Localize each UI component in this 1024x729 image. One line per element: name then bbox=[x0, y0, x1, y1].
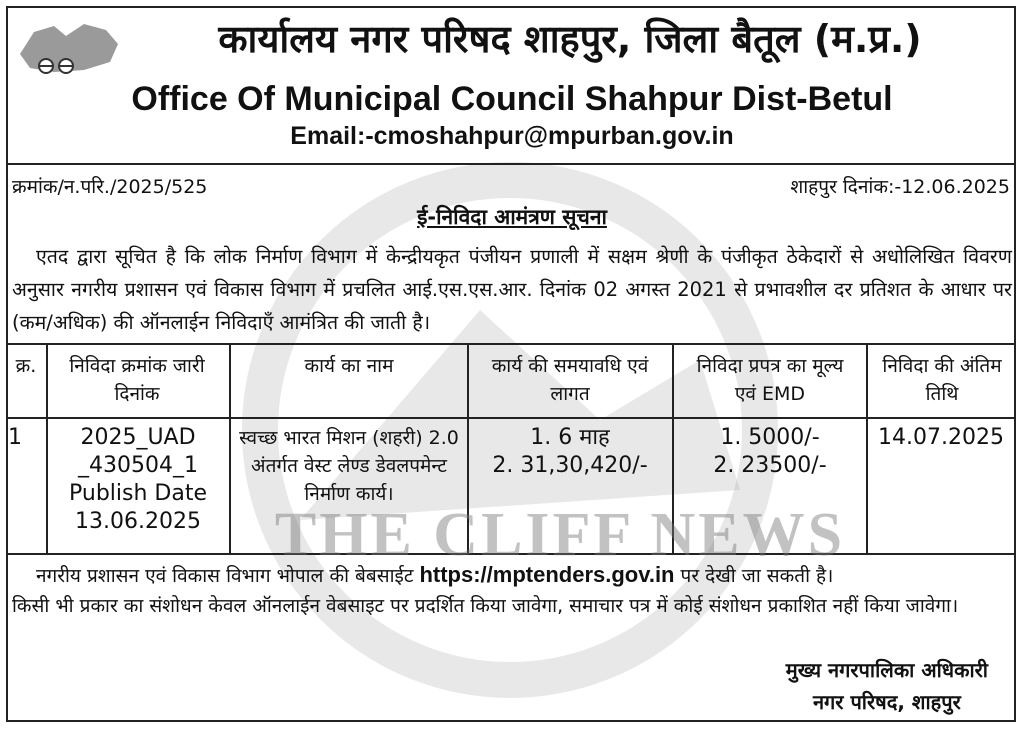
cell-duration-cost bbox=[470, 424, 670, 480]
duration-value: 1. 6 माह bbox=[530, 425, 610, 450]
footer-text-before: नगरीय प्रशासन एवं विकास विभाग भोपाल की बेबसाईट bbox=[36, 565, 414, 587]
signatory-designation: मुख्य नगरपालिका अधिकारी bbox=[785, 658, 988, 682]
footer-text-after: पर देखी जा सकती है। bbox=[680, 565, 834, 587]
office-title-english: Office Of Municipal Council Shahpur Dist-Betul bbox=[131, 80, 893, 118]
header-duration-cost: कार्य की समयावधि एवं लागत bbox=[491, 355, 649, 405]
cell-fee-emd bbox=[675, 424, 865, 480]
header-fee-emd: निविदा प्रपत्र का मूल्य एवं EMD bbox=[696, 355, 844, 405]
cell-sno: 1 bbox=[8, 425, 22, 450]
reference-number: क्रमांक/न.परि./2025/525 bbox=[12, 176, 208, 198]
signatory-office: नगर परिषद, शाहपुर bbox=[812, 690, 961, 714]
notice-body: एतद द्वारा सूचित है कि लोक निर्माण विभाग में केन्द्रीयकृत पंजीयन प्रणाली में सक्षम श्रेणी के पंजीकृत ठेकेदारों से अधोलिखित विवरण अनुसार नगरीय प्रशासन एवं विकास विभाग में प्रचलित आई.एस.एस.आर. दिनांक 02 अगस्त 2021 से प्रभावशील दर प्रतिशत के आधार पर (कम/अधिक) की ऑनलाईन निविदाएँ आमंत्रित की जाती है। bbox=[12, 245, 1012, 334]
header-divider bbox=[6, 163, 1016, 165]
cell-last-date: 14.07.2025 bbox=[878, 425, 1004, 450]
publish-label: Publish Date bbox=[69, 481, 207, 506]
tender-no-line1: 2025_UAD bbox=[80, 425, 196, 450]
table-header-border bbox=[6, 417, 1016, 419]
watermark-text: THE CLIFF NEWS bbox=[274, 501, 846, 569]
tender-website-link[interactable]: https://mptenders.gov.in bbox=[419, 562, 675, 587]
office-email: Email:-cmoshahpur@mpurban.gov.in bbox=[290, 122, 734, 150]
notice-title: ई-निविदा आमंत्रण सूचना bbox=[417, 205, 607, 229]
office-title-hindi: कार्यालय नगर परिषद शाहपुर, जिला बैतूल (म.प्र.) bbox=[218, 17, 922, 61]
header-sno: क्र. bbox=[15, 355, 37, 377]
tender-no-line2: _430504_1 bbox=[78, 453, 198, 478]
header-last-date: निविदा की अंतिम तिथि bbox=[882, 355, 1002, 405]
header-work-name: कार्य का नाम bbox=[304, 355, 394, 377]
cost-value: 2. 31,30,420/- bbox=[492, 453, 648, 478]
cell-work-name: स्वच्छ भारत मिशन (शहरी) 2.0 अंतर्गत वेस्ट लेण्ड डेवलपमेन्ट निर्माण कार्य। bbox=[239, 427, 459, 505]
fee-value: 1. 5000/- bbox=[720, 425, 820, 450]
footer-line2: किसी भी प्रकार का संशोधन केवल ऑनलाईन वेबसाइट पर प्रदर्शित किया जावेगा, समाचार पत्र में कोई संशोधन प्रकाशित नहीं किया जावेगा। bbox=[12, 595, 959, 617]
mp-state-logo-icon bbox=[14, 14, 126, 84]
notice-date: शाहपुर दिनांक:-12.06.2025 bbox=[790, 176, 1010, 198]
signature-block bbox=[786, 654, 988, 718]
emd-value: 2. 23500/- bbox=[713, 453, 827, 478]
table-top-border bbox=[6, 343, 1016, 345]
header-tender-no: निविदा क्रमांक जारी दिनांक bbox=[69, 355, 205, 405]
publish-date: 13.06.2025 bbox=[75, 509, 201, 534]
